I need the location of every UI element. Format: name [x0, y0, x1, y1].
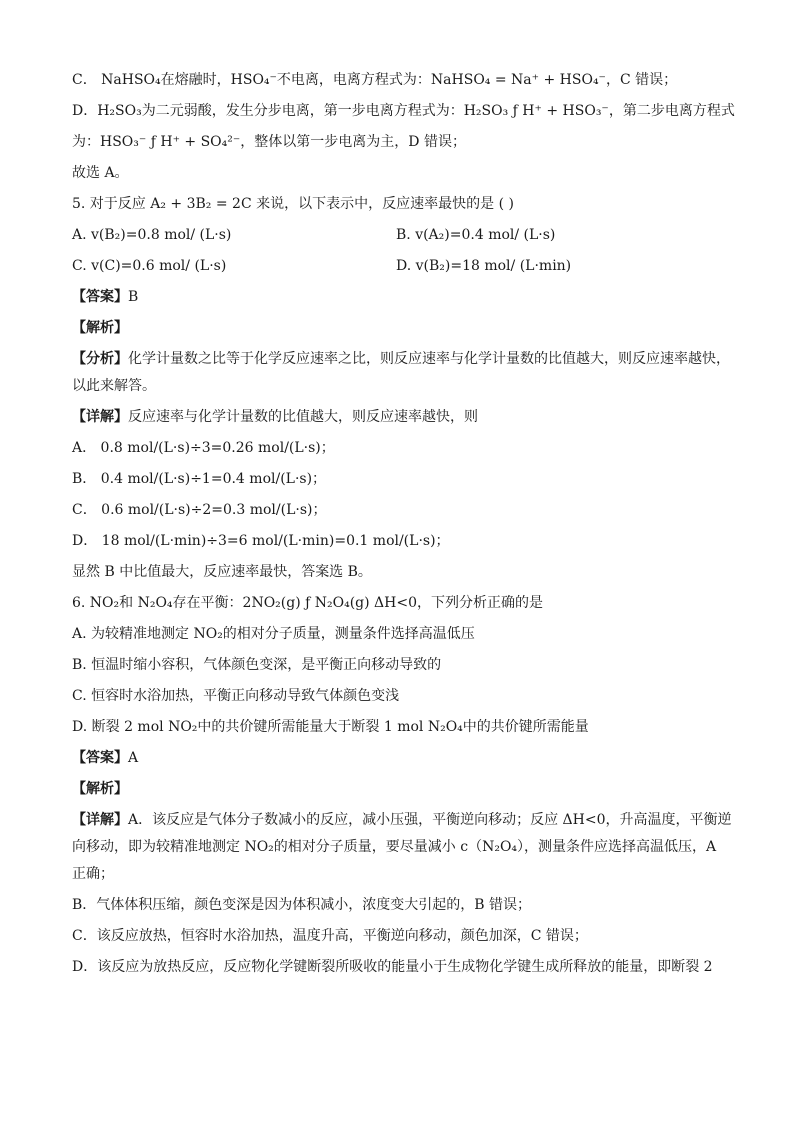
option-d-explanation-line-1: D．H₂SO₃为二元弱酸，发生分步电离，第一步电离方程式为：H₂SO₃ ƒ H⁺ + HSO₃⁻，第二步电离方程式: [72, 103, 735, 119]
q5-option-c: C. v(C)=0.6 mol/ (L·s): [72, 258, 227, 274]
q6-detail-a-line-1: [72, 810, 732, 830]
q5-analysis-heading: [72, 318, 732, 338]
option-d-explanation-line-2: 为：HSO₃⁻ ƒ H⁺ + SO₄²⁻，整体以第一步电离为主，D 错误；: [72, 134, 466, 150]
q6-detail-a-line-2: 向移动，即为较精准地测定 NO₂的相对分子质量，要尽量减小 c（N₂O₄），测量条件应选择高温低压，A: [72, 839, 717, 855]
q6-answer-label: 【答案】: [72, 750, 128, 766]
q5-stem: 5. 对于反应 A₂ + 3B₂ = 2C 来说，以下表示中，反应速率最快的是 ( ): [72, 196, 514, 212]
q5-calc-b: B． 0.4 mol/(L·s)÷1=0.4 mol/(L·s)；: [72, 471, 327, 487]
q5-conclusion: 显然 B 中比值最大，反应速率最快，答案选 B。: [72, 564, 372, 580]
q5-option-a: A. v(B₂)=0.8 mol/ (L·s): [72, 227, 232, 243]
q5-fenxi-line-1: [72, 349, 732, 369]
q6-analysis-heading: [72, 779, 732, 799]
q5-answer: [72, 287, 732, 307]
q6-answer: [72, 748, 732, 768]
q5-options-row-1: [72, 225, 732, 245]
q6-detail-d: D．该反应为放热反应，反应物化学键断裂所吸收的能量小于生成物化学键生成所释放的能量，即断裂 2: [72, 959, 713, 975]
q6-option-b: B. 恒温时缩小容积，气体颜色变深，是平衡正向移动导致的: [72, 657, 442, 673]
q6-detail-a-line-3: 正确；: [72, 866, 114, 882]
q6-detail-label: 【详解】: [72, 812, 128, 828]
q6-detail-a-text-1: A．该反应是气体分子数减小的反应，减小压强，平衡逆向移动；反应 ΔH<0，升高温度，平衡逆: [128, 812, 732, 828]
option-c-explanation: C． NaHSO₄在熔融时，HSO₄⁻不电离，电离方程式为：NaHSO₄ = Na⁺ + HSO₄⁻，C 错误；: [72, 72, 678, 88]
q5-answer-label: 【答案】: [72, 289, 128, 305]
q5-calc-c: C． 0.6 mol/(L·s)÷2=0.3 mol/(L·s)；: [72, 502, 327, 518]
q5-calc-d: D． 18 mol/(L·min)÷3=6 mol/(L·min)=0.1 mol/(L·s)；: [72, 533, 450, 549]
q5-analysis-label: 【解析】: [72, 320, 128, 336]
q6-option-d: D. 断裂 2 mol NO₂中的共价键所需能量大于断裂 1 mol N₂O₄中的共价键所需能量: [72, 719, 589, 735]
q6-option-a: A. 为较精准地测定 NO₂的相对分子质量，测量条件选择高温低压: [72, 626, 475, 642]
q6-detail-c: C．该反应放热，恒容时水浴加热，温度升高，平衡逆向移动，颜色加深，C 错误；: [72, 928, 588, 944]
q6-answer-value: A: [128, 750, 139, 766]
q5-fenxi-text-1: 化学计量数之比等于化学反应速率之比，则反应速率与化学计量数的比值越大，则反应速率越快，: [128, 351, 730, 367]
q5-detail-label: 【详解】: [72, 409, 128, 425]
q6-option-c: C. 恒容时水浴加热，平衡正向移动导致气体颜色变浅: [72, 688, 400, 704]
q5-fenxi-label: 【分析】: [72, 351, 128, 367]
q5-detail-text: 反应速率与化学计量数的比值越大，则反应速率越快，则: [128, 409, 478, 425]
q6-stem: 6. NO₂和 N₂O₄存在平衡：2NO₂(g) ƒ N₂O₄(g) ΔH<0，下列分析正确的是: [72, 595, 544, 611]
q6-detail-b: B．气体体积压缩，颜色变深是因为体积减小，浓度变大引起的，B 错误；: [72, 897, 532, 913]
q5-option-b: B. v(A₂)=0.4 mol/ (L·s): [396, 227, 556, 243]
q5-options-row-2: [72, 256, 732, 276]
q5-answer-value: B: [128, 289, 139, 305]
q5-fenxi-line-2: 以此来解答。: [72, 378, 156, 394]
q5-calc-a: A． 0.8 mol/(L·s)÷3=0.26 mol/(L·s)；: [72, 440, 335, 456]
q5-option-d: D. v(B₂)=18 mol/ (L·min): [396, 258, 572, 274]
q6-analysis-label: 【解析】: [72, 781, 128, 797]
q5-detail-line: [72, 407, 732, 427]
q4-final-answer: 故选 A。: [72, 165, 129, 181]
